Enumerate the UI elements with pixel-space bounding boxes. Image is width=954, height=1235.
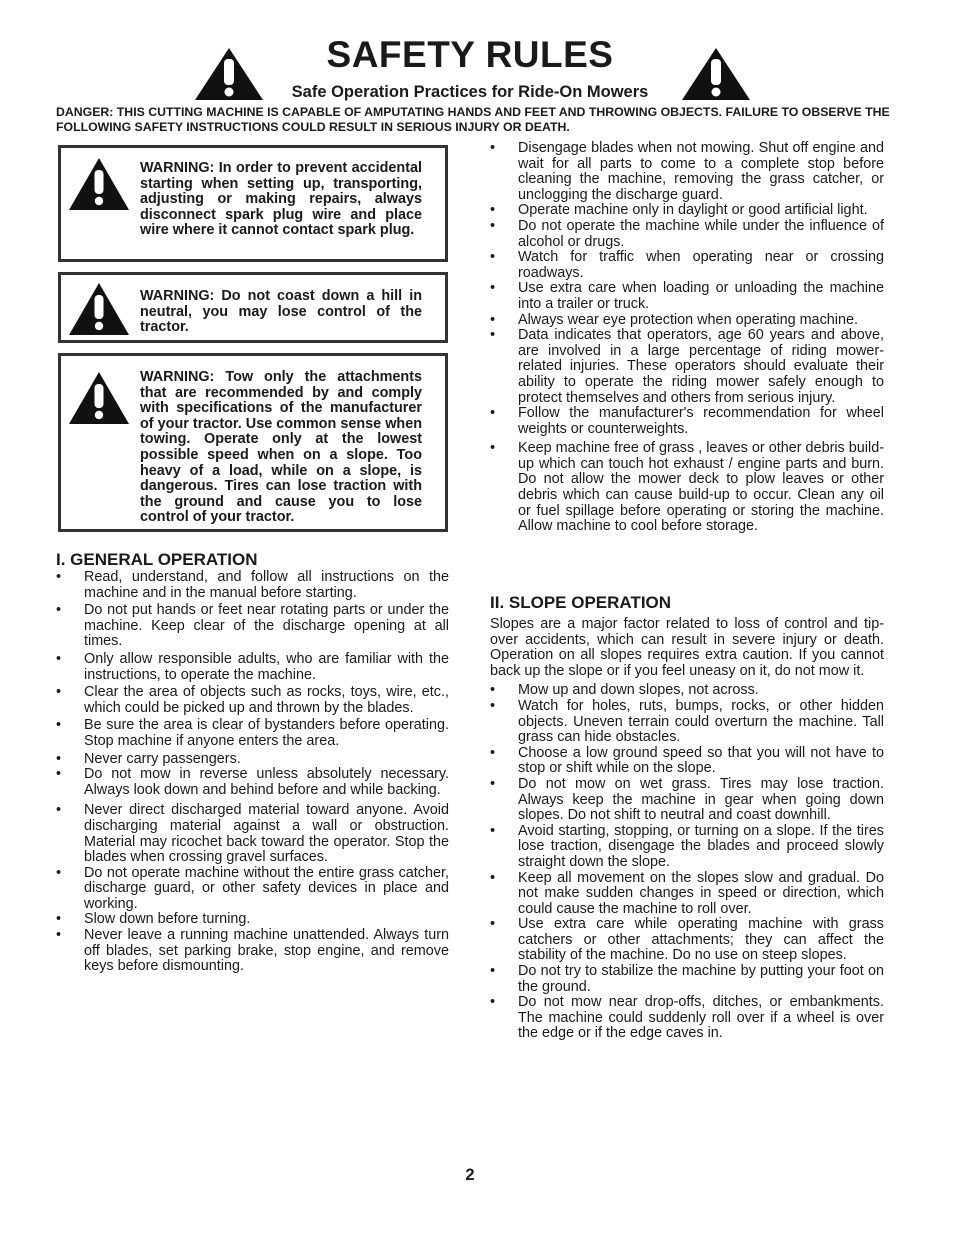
list-item: • Keep machine free of grass , leaves or other debris build-up which can touch hot exhaust / engine parts and burn. Do not allow the mower deck to plow leaves or other debris which can cause build-up to occur. Clean any oil or fuel spillage before operating or storing the machine. Allow machine to cool before storage. [490,441,884,535]
list-item: • Do not mow in reverse unless absolutely necessary. Always look down and behind before and while backing. [56,767,449,798]
list-item: • Avoid starting, stopping, or turning on a slope. If the tires lose traction, disengage the blades and proceed slowly straight down the slope. [490,824,884,871]
slope-intro: Slopes are a major factor related to loss of control and tip-over accidents, which can result in severe injury or death. Operation on all slopes requires extra caution. If you cannot back up the slope or if you feel uneasy on it, do not mow it. [490,616,884,679]
page-title: SAFETY RULES [326,34,614,75]
list-item: • Do not mow near drop-offs, ditches, or embankments. The machine could suddenly roll over if a wheel is over the edge or if the edge caves in. [490,995,884,1042]
list-item: • Do not put hands or feet near rotating parts or under the machine. Keep clear of the discharge opening at all times. [56,603,449,650]
list-item: • Use extra care while operating machine with grass catchers or other attachments; they can affect the stability of the machine. Do no use on steep slopes. [490,917,884,964]
list-item: • Slow down before turning. [56,912,449,928]
list-item: • Do not operate machine without the entire grass catcher, discharge guard, or other safety devices in place and working. [56,866,449,913]
general-operation-section [56,550,449,975]
list-item: • Do not mow on wet grass. Tires may lose traction. Always keep the machine in gear when going down slopes. Do not shift to neutral and coast downhill. [490,777,884,824]
list-item: • Read, understand, and follow all instructions on the machine and in the manual before starting. [56,570,449,601]
list-item: • Operate machine only in daylight or good artificial light. [490,203,884,219]
warning-triangle-icon [67,370,131,431]
list-item: • Never carry passengers. [56,752,449,768]
list-item: • Disengage blades when not mowing. Shut off engine and wait for all parts to come to a complete stop before cleaning the machine, removing the grass catcher, or unclogging the discharge guard. [490,141,884,203]
list-item: • Mow up and down slopes, not across. [490,683,884,699]
list-item: • Choose a low ground speed so that you will not have to stop or shift while on the slope. [490,746,884,777]
section-heading: I. GENERAL OPERATION [56,550,258,569]
list-item: • Never leave a running machine unattended. Always turn off blades, set parking brake, stop engine, and remove keys before dismounting. [56,928,449,975]
warning-triangle-icon [67,156,131,217]
list-item: • Do not try to stabilize the machine by putting your foot on the ground. [490,964,884,995]
section-heading: II. SLOPE OPERATION [490,593,672,612]
slope-operation-list [490,683,884,1042]
warning-text: WARNING: Tow only the attachments that are recommended by and comply with specifications of the manufacturer of your tractor. Use common sense when towing. Operate only at the lowest possible speed when on a slope. Too heavy of a load, while on a slope, is dangerous. Tires can lose traction with the ground and cause you to lose control of your tractor. [140,369,422,526]
general-operation-continued-list [490,141,884,535]
list-item: • Follow the manufacturer's recommendation for wheel weights or counterweights. [490,406,884,437]
page-number: 2 [465,1166,475,1184]
list-item: • Be sure the area is clear of bystanders before operating. Stop machine if anyone enters the area. [56,718,449,749]
list-item: • Watch for holes, ruts, bumps, rocks, or other hidden objects. Uneven terrain could overturn the machine. Tall grass can hide obstacles. [490,699,884,746]
warning-box-coast-hill [58,272,448,343]
list-item: • Watch for traffic when operating near or crossing roadways. [490,250,884,281]
list-item: • Use extra care when loading or unloading the machine into a trailer or truck. [490,281,884,312]
warning-box-spark-plug [58,145,448,262]
warning-text: WARNING: Do not coast down a hill in neutral, you may lose control of the tractor. [140,288,422,336]
warning-triangle-icon [67,281,131,342]
list-item: • Clear the area of objects such as rocks, toys, wire, etc., which could be picked up and thrown by the blades. [56,685,449,716]
list-item: • Only allow responsible adults, who are familiar with the instructions, to operate the machine. [56,652,449,683]
list-item: • Always wear eye protection when operating machine. [490,313,884,329]
warning-text: WARNING: In order to prevent accidental starting when setting up, transporting, adjusting or making repairs, always disconnect spark plug wire and place wire where it cannot contact spark plug. [140,160,422,239]
list-item: • Never direct discharged material toward anyone. Avoid discharging material against a wall or obstruction. Material may ricochet back toward the operator. Stop the blades when crossing gravel surfaces. [56,803,449,865]
list-item: • Do not operate the machine while under the influence of alcohol or drugs. [490,219,884,250]
list-item: • Data indicates that operators, age 60 years and above, are involved in a large percentage of riding mower-related injuries. These operators should evaluate their ability to operate the riding mower safely enough to protect themselves and others from serious injury. [490,328,884,406]
danger-statement: DANGER: THIS CUTTING MACHINE IS CAPABLE OF AMPUTATING HANDS AND FEET AND THROWING OBJECTS. FAILURE TO OBSERVE THE FOLLOWING SAFETY INSTRUCTIONS COULD RESULT IN SERIOUS INJURY OR DEATH. [56,105,890,134]
general-operation-continued [490,141,884,535]
general-operation-list [56,570,449,975]
page-subtitle: Safe Operation Practices for Ride-On Mowers [291,83,649,101]
slope-operation-section [490,593,884,1042]
list-item: • Keep all movement on the slopes slow and gradual. Do not make sudden changes in speed or direction, which could cause the machine to roll over. [490,871,884,918]
warning-box-towing [58,353,448,532]
